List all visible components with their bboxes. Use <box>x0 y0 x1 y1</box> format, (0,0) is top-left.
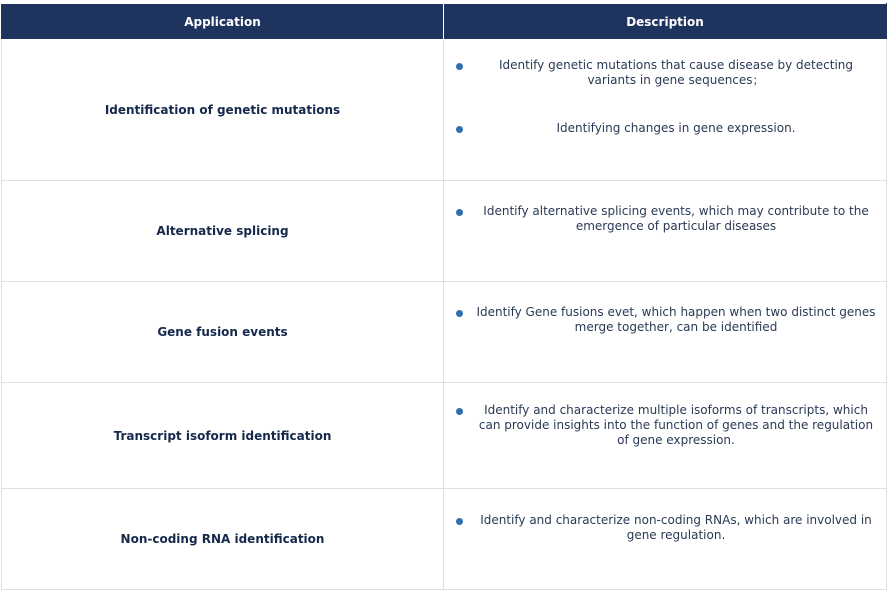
description-list <box>444 40 886 136</box>
bullet-dot-icon <box>456 408 463 415</box>
applications-table <box>1 3 887 590</box>
description-text: Identify and characterize non-coding RNAs, which are involved in gene regulation. <box>480 513 872 542</box>
description-list <box>444 489 886 543</box>
table-header-row <box>2 4 887 40</box>
application-cell: Identification of genetic mutations <box>2 40 444 181</box>
table-row <box>2 489 887 590</box>
list-item <box>444 204 886 234</box>
table-row <box>2 383 887 489</box>
table-row <box>2 40 887 181</box>
header-description: Description <box>444 4 887 40</box>
description-text: Identify alternative splicing events, which may contribute to the emergence of particular diseases <box>483 204 869 233</box>
description-text: Identify genetic mutations that cause disease by detecting variants in gene sequences； <box>498 58 854 87</box>
description-text: Identify and characterize multiple isoforms of transcripts, which can provide insights into the function of genes and the regulation of gene expression. <box>478 403 874 447</box>
description-cell <box>444 282 887 383</box>
description-cell <box>444 383 887 489</box>
description-text: Identify Gene fusions evet, which happen when two distinct genes merge together, can be identified <box>476 305 876 334</box>
bullet-dot-icon <box>456 518 463 525</box>
bullet-dot-icon <box>456 209 463 216</box>
table-row <box>2 181 887 282</box>
list-item <box>444 305 886 335</box>
bullet-dot-icon <box>456 126 463 133</box>
header-application: Application <box>2 4 444 40</box>
list-item <box>444 403 886 448</box>
bullet-dot-icon <box>456 63 463 70</box>
description-list <box>444 282 886 335</box>
list-item <box>444 58 886 88</box>
application-cell: Gene fusion events <box>2 282 444 383</box>
description-cell <box>444 40 887 181</box>
description-list <box>444 383 886 448</box>
application-cell: Alternative splicing <box>2 181 444 282</box>
application-cell: Transcript isoform identification <box>2 383 444 489</box>
description-text: Identifying changes in gene expression. <box>556 121 796 135</box>
application-cell: Non-coding RNA identification <box>2 489 444 590</box>
description-cell <box>444 489 887 590</box>
description-list <box>444 181 886 234</box>
list-item <box>444 121 886 136</box>
description-cell <box>444 181 887 282</box>
list-item <box>444 513 886 543</box>
bullet-dot-icon <box>456 310 463 317</box>
table-row <box>2 282 887 383</box>
